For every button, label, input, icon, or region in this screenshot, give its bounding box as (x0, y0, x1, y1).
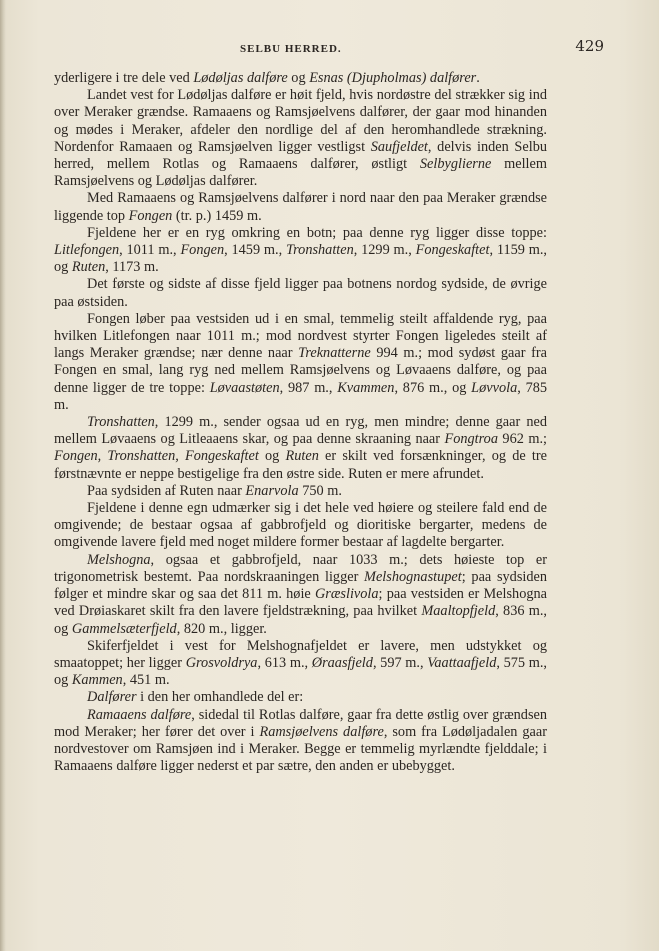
text-run: , ogsaa et gabbrofjeld, naar 1033 m.; dets høieste top er trigonometrisk bestemt. Paa nordskraaningen ligger (54, 551, 547, 585)
italic-term: Løvaastøten (209, 379, 280, 396)
text-run: , 1011 m., (119, 242, 181, 259)
text-run: . (476, 70, 480, 86)
italic-term: Saufjeldet (370, 138, 428, 155)
text-run: , 987 m., (279, 379, 338, 396)
text-run: og (287, 70, 310, 86)
text-run: , 1299 m., sender ogsaa ud en ryg, men mindre; denne gaar ned mellem Løvaaens og Litleaaens skar, og paa denne skraaning naar (54, 414, 547, 448)
page-binding-edge (0, 0, 6, 951)
text-run: , 613 m., (257, 654, 312, 671)
text-run: ; paa vestsiden er Melshogna ved Drøiaskaret skilt fra den lavere fjeldstrækning, paa hvilket (54, 586, 547, 620)
paragraph (54, 552, 547, 638)
text-run: Fongen løber paa vestsiden ud i en smal, temmelig steilt affaldende ryg, paa hvilken Litlefongen naar 1011 m.; mod nordvest styrter Fongen ligeledes steilt af langs Meraker grændse; nær denne naar (54, 310, 547, 362)
text-run: yderligere i tre dele ved (54, 70, 194, 86)
text-run: er skilt ved forsænkninger, og de tre førstnævnte er neppe bestigelige fra den østre side. Ruten er mere afrundet. (54, 448, 547, 482)
text-run: Landet vest for Lødøljas dalføre er høit fjeld, hvis nordøstre del strækker sig ind over Meraker grændse. Ramaaens og Ramsjøelvens dalfører, der gaar mod hinanden og mødes i Meraker, afdeler den nordlige del af den heromhandlede strækning. Nordenfor Ramaaen og Ramsjøelven ligger vestligst (54, 87, 547, 155)
text-run: , 1159 m., og (54, 242, 547, 276)
paragraph (54, 70, 547, 87)
italic-term: Ruten (285, 448, 319, 465)
text-run: , 575 m., og (54, 654, 547, 689)
italic-term: Maaltopfjeld (421, 603, 496, 620)
italic-term: Fongen (180, 242, 225, 259)
italic-term: Litlefongen (54, 242, 120, 259)
text-run: , 820 m., ligger. (176, 620, 267, 637)
text-run: , 451 m. (122, 672, 170, 689)
text-run: , 597 m., (372, 654, 428, 671)
italic-term: Ramsjøelvens dalføre (259, 723, 384, 740)
paragraph (54, 707, 547, 776)
text-run: Det første og sidste af disse fjeld ligger paa botnens nordog sydside, de øvrige paa østsiden. (54, 276, 547, 310)
italic-term: Grosvoldrya (185, 654, 258, 671)
text-run: ; paa sydsiden følger et mindre skar og saa det 811 m. høie (54, 568, 548, 603)
text-body (54, 70, 547, 775)
italic-term: Øraasfjeld (311, 654, 373, 671)
text-run: Paa sydsiden af Ruten naar (87, 482, 246, 499)
italic-term: Lødøljas dalføre (193, 70, 288, 86)
italic-term: Dalfører (87, 689, 137, 706)
page-number: 429 (575, 37, 604, 55)
text-run: Skiferfjeldet i vest for Melshognafjeldet er lavere, men udstykket og smaatoppet; her ligger (54, 637, 547, 671)
italic-term: Ramaaens dalføre (87, 706, 192, 723)
text-run: , 1459 m., (224, 242, 286, 259)
italic-term: Fongen, Tronshatten, Fongeskaftet (54, 448, 259, 465)
paragraph (54, 414, 547, 483)
paragraph (54, 87, 547, 190)
italic-term: Treknatterne (298, 345, 371, 362)
text-run: 994 m.; mod sydøst gaar fra Fongen en smal, lang ryg ned mellem Ramsjøelvens og Løvaaens dalføre, og paa denne ligger de tre toppe: (54, 345, 547, 396)
italic-term: Tronshatten (87, 414, 155, 431)
italic-term: Ruten (71, 259, 106, 276)
text-run: , 1173 m. (105, 259, 159, 276)
text-run: , 785 m. (54, 379, 548, 413)
paragraph (54, 638, 547, 690)
text-run: , delvis inden Selbu herred, mellem Rotlas og Ramaaens dalfører, østligt (54, 138, 547, 173)
italic-term: Gammelsæterfjeld (71, 620, 177, 637)
text-run: , 1299 m., (353, 242, 416, 259)
italic-term: Melshogna (87, 551, 151, 568)
text-run: 962 m.; (497, 431, 548, 448)
running-title: SELBU HERRED. (240, 43, 342, 55)
italic-term: Esnas (Djupholmas) dalfører (309, 70, 477, 86)
paragraph (54, 500, 547, 552)
italic-term: Vaattaafjeld (427, 654, 497, 671)
text-run: i den her omhandlede del er: (136, 689, 304, 706)
text-run: , som fra Lødøljadalen gaar nordvestover om Ramsjøen ind i Meraker. Begge er temmelig myrlændte fjelddale; i Ramaaens dalføre ligger nederst et par sætre, den anden er ubebygget. (54, 723, 548, 775)
italic-term: Fongen (128, 207, 173, 224)
italic-term: Kvammen (337, 379, 395, 396)
italic-term: Selbyglierne (419, 156, 492, 173)
paragraph (54, 225, 547, 277)
text-run: 750 m. (298, 482, 342, 499)
text-run: (tr. p.) 1459 m. (172, 207, 262, 224)
text-run: , 836 m., og (54, 603, 548, 637)
text-run: mellem Ramsjøelvens og Lødøljas dalfører. (54, 156, 547, 190)
text-run: , sidedal til Rotlas dalføre, gaar fra dette østlig over grændsen mod Meraker; her fører det over i (54, 706, 548, 740)
paragraph (54, 276, 547, 310)
text-run: Med Ramaaens og Ramsjøelvens dalfører i nord naar den paa Meraker grændse liggende top (54, 190, 547, 224)
text-run: og (258, 448, 286, 465)
italic-term: Græslivola (314, 586, 379, 603)
italic-term: Kammen (71, 672, 123, 689)
paragraph (54, 483, 547, 500)
italic-term: Løvvola (471, 379, 518, 396)
italic-term: Enarvola (245, 482, 299, 499)
italic-term: Fongeskaftet (415, 242, 490, 259)
text-run: Fjeldene i denne egn udmærker sig i det hele ved høiere og steilere fald end de omgivende; de bestaar ogsaa af gabbrofjeld og dioritiske bergarter, medens de omgivende lavere fjeld med noget mildere former bestaar af lagdelte bergarter. (54, 500, 547, 551)
text-run: , 876 m., og (394, 379, 472, 396)
running-header (54, 37, 604, 59)
text-run: Fjeldene her er en ryg omkring en botn; paa denne ryg ligger disse toppe: (87, 224, 547, 241)
paragraph (54, 190, 547, 224)
paragraph (54, 689, 547, 706)
italic-term: Melshognastupet (364, 568, 462, 585)
italic-term: Fongtroa (444, 431, 498, 448)
paragraph (54, 311, 547, 414)
italic-term: Tronshatten (285, 242, 354, 259)
